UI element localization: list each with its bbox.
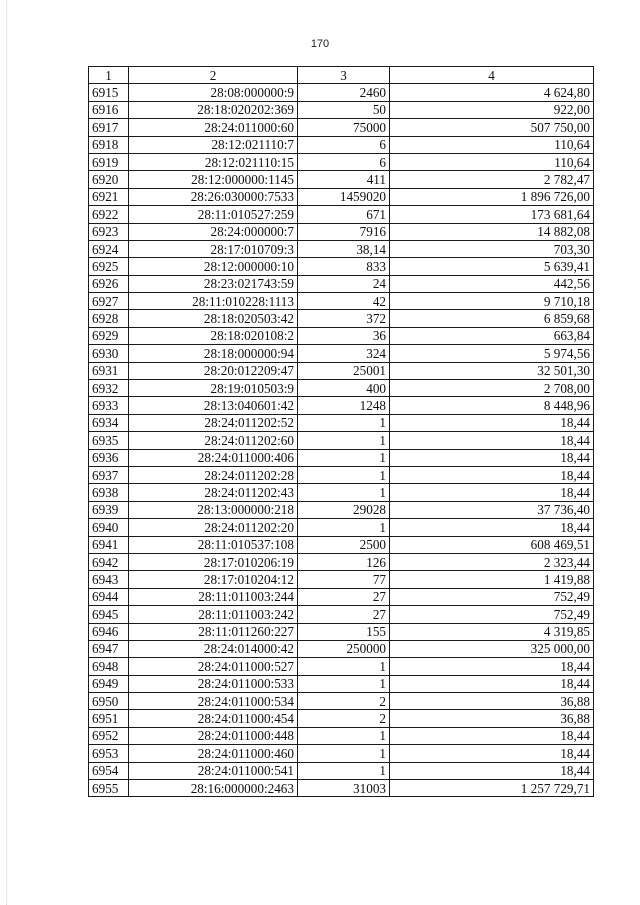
table-row [89,588,594,605]
area-cell: 6 [298,136,390,153]
row-number-cell: 6947 [89,640,129,657]
cadastral-number-cell: 28:24:011202:20 [129,519,298,536]
cadastral-number-cell: 28:24:011202:28 [129,466,298,483]
table-header [89,67,594,84]
row-number-cell: 6925 [89,258,129,275]
area-cell: 29028 [298,501,390,518]
value-cell: 6 859,68 [390,310,594,327]
value-cell: 18,44 [390,414,594,431]
cadastral-number-cell: 28:24:011202:43 [129,484,298,501]
area-cell: 250000 [298,640,390,657]
value-cell: 18,44 [390,449,594,466]
table-row [89,136,594,153]
column-header-3: 3 [298,67,390,84]
value-cell: 2 323,44 [390,553,594,570]
area-cell: 25001 [298,362,390,379]
table-row [89,536,594,553]
row-number-cell: 6923 [89,223,129,240]
value-cell: 18,44 [390,727,594,744]
cadastral-number-cell: 28:11:010527:259 [129,206,298,223]
value-cell: 18,44 [390,466,594,483]
value-cell: 18,44 [390,484,594,501]
row-number-cell: 6917 [89,119,129,136]
cadastral-number-cell: 28:24:011000:460 [129,745,298,762]
cadastral-number-cell: 28:08:000000:9 [129,84,298,101]
table-row [89,119,594,136]
table-row [89,345,594,362]
area-cell: 7916 [298,223,390,240]
area-cell: 2 [298,693,390,710]
table-row [89,623,594,640]
cadastral-number-cell: 28:12:021110:7 [129,136,298,153]
table-row [89,258,594,275]
row-number-cell: 6945 [89,606,129,623]
cadastral-number-cell: 28:24:014000:42 [129,640,298,657]
value-cell: 2 708,00 [390,380,594,397]
table-row [89,171,594,188]
area-cell: 27 [298,588,390,605]
table-row [89,449,594,466]
value-cell: 1 257 729,71 [390,780,594,797]
area-cell: 75000 [298,119,390,136]
row-number-cell: 6930 [89,345,129,362]
value-cell: 608 469,51 [390,536,594,553]
area-cell: 372 [298,310,390,327]
area-cell: 1248 [298,397,390,414]
table-row [89,640,594,657]
row-number-cell: 6939 [89,501,129,518]
cadastral-number-cell: 28:24:011000:454 [129,710,298,727]
table-row [89,188,594,205]
cadastral-number-cell: 28:11:011260:227 [129,623,298,640]
cadastral-number-cell: 28:11:011003:242 [129,606,298,623]
value-cell: 18,44 [390,432,594,449]
area-cell: 2500 [298,536,390,553]
value-cell: 9 710,18 [390,293,594,310]
row-number-cell: 6942 [89,553,129,570]
value-cell: 5 974,56 [390,345,594,362]
area-cell: 36 [298,327,390,344]
table-row [89,519,594,536]
column-header-2: 2 [129,67,298,84]
cadastral-number-cell: 28:24:011000:448 [129,727,298,744]
table-row [89,397,594,414]
area-cell: 1 [298,449,390,466]
column-header-4: 4 [390,67,594,84]
row-number-cell: 6924 [89,240,129,257]
area-cell: 31003 [298,780,390,797]
value-cell: 2 782,47 [390,171,594,188]
area-cell: 1 [298,727,390,744]
row-number-cell: 6928 [89,310,129,327]
cadastral-number-cell: 28:17:010206:19 [129,553,298,570]
cadastral-number-cell: 28:24:011000:406 [129,449,298,466]
table-row [89,327,594,344]
value-cell: 5 639,41 [390,258,594,275]
area-cell: 1 [298,432,390,449]
row-number-cell: 6936 [89,449,129,466]
area-cell: 1 [298,519,390,536]
row-number-cell: 6943 [89,571,129,588]
cadastral-number-cell: 28:17:010709:3 [129,240,298,257]
cadastral-number-cell: 28:11:011003:244 [129,588,298,605]
row-number-cell: 6940 [89,519,129,536]
area-cell: 38,14 [298,240,390,257]
row-number-cell: 6938 [89,484,129,501]
value-cell: 8 448,96 [390,397,594,414]
table-row [89,101,594,118]
value-cell: 18,44 [390,745,594,762]
value-cell: 507 750,00 [390,119,594,136]
cadastral-number-cell: 28:24:011000:60 [129,119,298,136]
value-cell: 18,44 [390,658,594,675]
table-row [89,780,594,797]
cadastral-number-cell: 28:18:000000:94 [129,345,298,362]
table-row [89,240,594,257]
table-row [89,484,594,501]
area-cell: 1 [298,484,390,501]
area-cell: 1 [298,466,390,483]
area-cell: 42 [298,293,390,310]
cadastral-number-cell: 28:11:010228:1113 [129,293,298,310]
cadastral-number-cell: 28:12:000000:10 [129,258,298,275]
cadastral-number-cell: 28:13:000000:218 [129,501,298,518]
value-cell: 4 624,80 [390,84,594,101]
cadastral-number-cell: 28:24:011000:533 [129,675,298,692]
value-cell: 18,44 [390,762,594,779]
row-number-cell: 6954 [89,762,129,779]
table-row [89,606,594,623]
area-cell: 1459020 [298,188,390,205]
table-row [89,414,594,431]
value-cell: 4 319,85 [390,623,594,640]
area-cell: 50 [298,101,390,118]
row-number-cell: 6927 [89,293,129,310]
row-number-cell: 6951 [89,710,129,727]
area-cell: 155 [298,623,390,640]
row-number-cell: 6953 [89,745,129,762]
table-row [89,727,594,744]
data-table [88,66,594,797]
table-row [89,206,594,223]
column-header-1: 1 [89,67,129,84]
area-cell: 6 [298,153,390,170]
area-cell: 126 [298,553,390,570]
value-cell: 752,49 [390,588,594,605]
table-row [89,710,594,727]
row-number-cell: 6933 [89,397,129,414]
table-row [89,571,594,588]
cadastral-number-cell: 28:24:000000:7 [129,223,298,240]
row-number-cell: 6935 [89,432,129,449]
value-cell: 14 882,08 [390,223,594,240]
row-number-cell: 6931 [89,362,129,379]
area-cell: 411 [298,171,390,188]
table-row [89,675,594,692]
value-cell: 110,64 [390,153,594,170]
value-cell: 32 501,30 [390,362,594,379]
cadastral-number-cell: 28:12:021110:15 [129,153,298,170]
table-row [89,380,594,397]
value-cell: 37 736,40 [390,501,594,518]
value-cell: 18,44 [390,519,594,536]
table-row [89,362,594,379]
cadastral-number-cell: 28:16:000000:2463 [129,780,298,797]
table-row [89,84,594,101]
row-number-cell: 6941 [89,536,129,553]
cadastral-number-cell: 28:18:020108:2 [129,327,298,344]
area-cell: 1 [298,762,390,779]
value-cell: 173 681,64 [390,206,594,223]
area-cell: 1 [298,414,390,431]
row-number-cell: 6952 [89,727,129,744]
row-number-cell: 6919 [89,153,129,170]
table-row [89,275,594,292]
table-row [89,310,594,327]
value-cell: 110,64 [390,136,594,153]
row-number-cell: 6921 [89,188,129,205]
page-number: 170 [310,38,330,50]
cadastral-number-cell: 28:13:040601:42 [129,397,298,414]
value-cell: 36,88 [390,693,594,710]
cadastral-number-cell: 28:24:011202:60 [129,432,298,449]
table-row [89,553,594,570]
area-cell: 671 [298,206,390,223]
value-cell: 752,49 [390,606,594,623]
row-number-cell: 6929 [89,327,129,344]
row-number-cell: 6937 [89,466,129,483]
area-cell: 77 [298,571,390,588]
row-number-cell: 6918 [89,136,129,153]
table-row [89,223,594,240]
value-cell: 922,00 [390,101,594,118]
table-row [89,153,594,170]
table-row [89,466,594,483]
row-number-cell: 6949 [89,675,129,692]
cadastral-number-cell: 28:24:011000:527 [129,658,298,675]
area-cell: 2 [298,710,390,727]
cadastral-number-cell: 28:24:011000:534 [129,693,298,710]
value-cell: 36,88 [390,710,594,727]
cadastral-number-cell: 28:24:011000:541 [129,762,298,779]
area-cell: 1 [298,658,390,675]
row-number-cell: 6916 [89,101,129,118]
area-cell: 833 [298,258,390,275]
table-row [89,745,594,762]
table-row [89,693,594,710]
value-cell: 1 419,88 [390,571,594,588]
table-row [89,762,594,779]
table-row [89,432,594,449]
header-row [89,67,594,84]
area-cell: 400 [298,380,390,397]
row-number-cell: 6920 [89,171,129,188]
table-row [89,293,594,310]
table-row [89,658,594,675]
area-cell: 27 [298,606,390,623]
area-cell: 1 [298,745,390,762]
cadastral-number-cell: 28:24:011202:52 [129,414,298,431]
cadastral-number-cell: 28:11:010537:108 [129,536,298,553]
table-row [89,501,594,518]
row-number-cell: 6944 [89,588,129,605]
row-number-cell: 6915 [89,84,129,101]
cadastral-number-cell: 28:18:020503:42 [129,310,298,327]
cadastral-number-cell: 28:26:030000:7533 [129,188,298,205]
row-number-cell: 6922 [89,206,129,223]
cadastral-number-cell: 28:18:020202:369 [129,101,298,118]
value-cell: 1 896 726,00 [390,188,594,205]
area-cell: 24 [298,275,390,292]
area-cell: 324 [298,345,390,362]
value-cell: 663,84 [390,327,594,344]
row-number-cell: 6950 [89,693,129,710]
row-number-cell: 6934 [89,414,129,431]
cadastral-number-cell: 28:23:021743:59 [129,275,298,292]
area-cell: 1 [298,675,390,692]
row-number-cell: 6955 [89,780,129,797]
value-cell: 325 000,00 [390,640,594,657]
value-cell: 18,44 [390,675,594,692]
scan-edge-marks [0,0,7,905]
area-cell: 2460 [298,84,390,101]
row-number-cell: 6948 [89,658,129,675]
cadastral-number-cell: 28:12:000000:1145 [129,171,298,188]
row-number-cell: 6926 [89,275,129,292]
value-cell: 442,56 [390,275,594,292]
cadastral-number-cell: 28:17:010204:12 [129,571,298,588]
row-number-cell: 6932 [89,380,129,397]
cadastral-number-cell: 28:20:012209:47 [129,362,298,379]
table-body [89,84,594,797]
cadastral-number-cell: 28:19:010503:9 [129,380,298,397]
value-cell: 703,30 [390,240,594,257]
row-number-cell: 6946 [89,623,129,640]
